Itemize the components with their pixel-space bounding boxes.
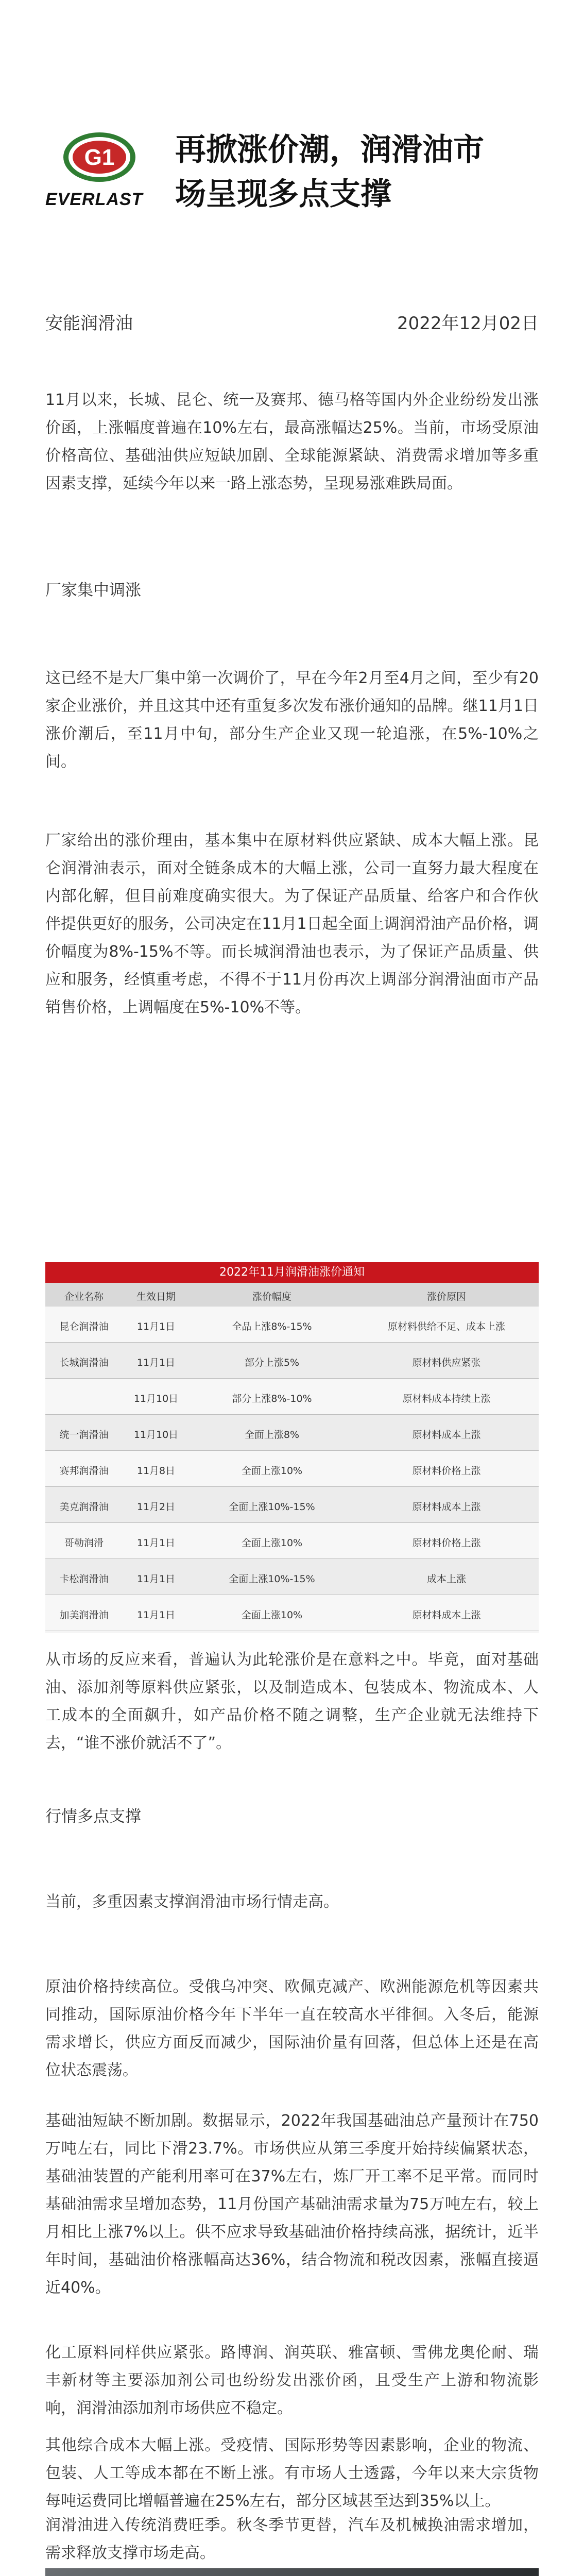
table-cell: 加美润滑油 xyxy=(59,1609,109,1621)
table-row xyxy=(45,1451,539,1487)
table-cell: 原材料成本上涨 xyxy=(412,1501,481,1513)
table-cell: 11月1日 xyxy=(136,1537,176,1549)
table-row xyxy=(45,1523,539,1559)
article-source: 安能润滑油 xyxy=(45,313,133,334)
table-cell: 卡松润滑油 xyxy=(59,1573,109,1585)
table-cell: 部分上涨8%-10% xyxy=(232,1393,312,1404)
table-cell: 全面上涨8% xyxy=(244,1429,300,1440)
table-cell: 11月1日 xyxy=(136,1573,176,1585)
paragraph-5: 当前，多重因素支撑润滑油市场行情走高。 xyxy=(45,1893,339,1911)
table-cell: 全面上涨10% xyxy=(241,1609,303,1621)
table-cell: 昆仑润滑油 xyxy=(59,1321,109,1332)
table-header-cell: 企业名称 xyxy=(64,1291,104,1302)
table-cell: 长城润滑油 xyxy=(59,1357,109,1368)
table-cell: 统一润滑油 xyxy=(59,1429,109,1440)
table-row xyxy=(45,1415,539,1451)
table-cell: 原材料成本上涨 xyxy=(412,1429,481,1440)
paragraph-8: 化工原料同样供应紧张。路博润、润英联、雅富顿、雪佛龙奥伦耐、瑞丰新材等主要添加剂公司也纷纷发出涨价函，且受生产上游和物流影响，润滑油添加剂市场供应不稳定。 xyxy=(45,2344,539,2417)
paragraph-10: 润滑油进入传统消费旺季。秋冬季节更替，汽车及机械换油需求增加，需求释放支撑市场走高。 xyxy=(45,2516,539,2562)
table-cell: 全面上涨10% xyxy=(241,1465,303,1477)
table-row xyxy=(45,1343,539,1379)
table-cell: 原材料供给不足、成本上涨 xyxy=(387,1321,505,1332)
table-cell: 部分上涨5% xyxy=(244,1357,300,1368)
table-cell: 11月8日 xyxy=(136,1465,176,1477)
table-cell: 美克润滑油 xyxy=(59,1501,109,1513)
table-cell: 原材料成本持续上涨 xyxy=(402,1393,491,1404)
table-cell: 11月1日 xyxy=(136,1357,176,1368)
table-header-cell: 涨价幅度 xyxy=(252,1291,291,1302)
table-cell: 11月1日 xyxy=(136,1321,176,1332)
paragraph-9: 其他综合成本大幅上涨。受疫情、国际形势等因素影响，企业的物流、包装、人工等成本都在不断上涨。有市场人士透露，今年以来大宗货物每吨运费同比增幅普遍在25%左右，部分区域甚至达到35%以上。 xyxy=(45,2436,539,2510)
table-cell: 原材料价格上涨 xyxy=(412,1537,481,1549)
table-cell: 成本上涨 xyxy=(426,1573,466,1585)
photo-illustration xyxy=(45,2568,539,2576)
svg-text:G1: G1 xyxy=(84,145,115,170)
table-cell: 赛邦润滑油 xyxy=(59,1465,109,1477)
table-row xyxy=(45,1559,539,1595)
table-header-cell: 生效日期 xyxy=(136,1291,176,1302)
table-row xyxy=(45,1595,539,1631)
paragraph-6: 原油价格持续高位。受俄乌冲突、欧佩克减产、欧洲能源危机等因素共同推动，国际原油价格今年下半年一直在较高水平徘徊。入冬后，能源需求增长，供应方面反而减少，国际油价量有回落，但总体上还是在高位状态震荡。 xyxy=(45,1978,539,2079)
table-cell: 全面上涨10%-15% xyxy=(229,1501,315,1513)
paragraph-4: 从市场的反应来看，普遍认为此轮涨价是在意料之中。毕竟，面对基础油、添加剂等原料供应紧张，以及制造成本、包装成本、物流成本、人工成本的全面飙升，如产品价格不随之调整，生产企业就无法维持下去，“谁不涨价就活不了”。 xyxy=(45,1651,539,1752)
price-increase-table xyxy=(45,1262,539,1633)
table-cell: 11月10日 xyxy=(133,1393,179,1404)
table-title: 2022年11月润滑油涨价通知 xyxy=(45,1262,539,1283)
title-line-2: 场呈现多点支撑 xyxy=(175,176,391,212)
logo-wordmark: EVERLAST xyxy=(45,190,143,209)
table-cell: 11月1日 xyxy=(136,1609,176,1621)
title-line-1: 再掀涨价潮，润滑油市 xyxy=(175,132,484,168)
article-date: 2022年12月02日 xyxy=(397,313,539,334)
brand-emblem-icon xyxy=(61,129,138,185)
paragraph-2: 这已经不是大厂集中第一次调价了，早在今年2月至4月之间，至少有20家企业涨价，并且这其中还有重复多次发布涨价通知的品牌。继11月1日涨价潮后，至11月中旬，部分生产企业又现一轮追涨，在5%-10%之间。 xyxy=(45,669,539,771)
table-row xyxy=(45,1307,539,1343)
table-header-row xyxy=(45,1283,539,1307)
section-heading-support: 行情多点支撑 xyxy=(45,1807,141,1826)
article-meta xyxy=(45,309,539,334)
section-heading-centralized: 厂家集中调涨 xyxy=(45,581,141,600)
table-cell: 原材料供应紧张 xyxy=(412,1357,481,1368)
table-cell: 全品上涨8%-15% xyxy=(232,1321,312,1332)
page-title xyxy=(175,128,556,216)
table-cell: 11月2日 xyxy=(136,1501,176,1513)
table-cell: 原材料成本上涨 xyxy=(412,1609,481,1621)
paragraph-3: 厂家给出的涨价理由，基本集中在原材料供应紧缺、成本大幅上涨。昆仑润滑油表示，面对全链条成本的大幅上涨，公司一直努力最大程度在内部化解，但目前难度确实很大。为了保证产品质量、给客户和合作伙伴提供更好的服务，公司决定在11月1日起全面上调润滑油产品价格，调价幅度为8%-15%不等。而长城润滑油也表示，为了保证产品质量、供应和服务，经慎重考虑，不得不于11月份再次上调部分润滑油面市产品销售价格，上调幅度在5%-10%不等。 xyxy=(45,832,539,1016)
paragraph-7: 基础油短缺不断加剧。数据显示，2022年我国基础油总产量预计在750万吨左右，同比下滑23.7%。市场供应从第三季度开始持续偏紧状态，基础油装置的产能利用率可在37%左右，炼厂开工率不足平常。而同时基础油需求呈增加态势，11月份国产基础油需求量为75万吨左右，较上月相比上涨7%以上。供不应求导致基础油价格持续高涨，据统计，近半年时间，基础油价格涨幅高达36%，结合物流和税改因素，涨幅直接逼近40%。 xyxy=(45,2112,539,2297)
table-cell: 全面上涨10%-15% xyxy=(229,1573,315,1585)
oil-pouring-photo xyxy=(45,2568,539,2576)
table-row xyxy=(45,1487,539,1523)
article-header xyxy=(0,0,584,278)
table-header-cell: 涨价原因 xyxy=(426,1291,466,1302)
paragraph-intro: 11月以来，长城、昆仑、统一及赛邦、德马格等国内外企业纷纷发出涨价函，上涨幅度普遍在10%左右，最高涨幅达25%。当前，市场受原油价格高位、基础油供应短缺加剧、全球能源紧缺、消费需求增加等多重因素支撑，延续今年以来一路上涨态势，呈现易涨难跌局面。 xyxy=(45,391,539,493)
table-cell: 哥勒润滑 xyxy=(64,1537,104,1549)
table-cell: 全面上涨10% xyxy=(241,1537,303,1549)
table-row xyxy=(45,1379,539,1415)
table-cell: 原材料价格上涨 xyxy=(412,1465,481,1477)
table-cell: 11月10日 xyxy=(133,1429,179,1440)
everlast-logo xyxy=(45,129,159,216)
